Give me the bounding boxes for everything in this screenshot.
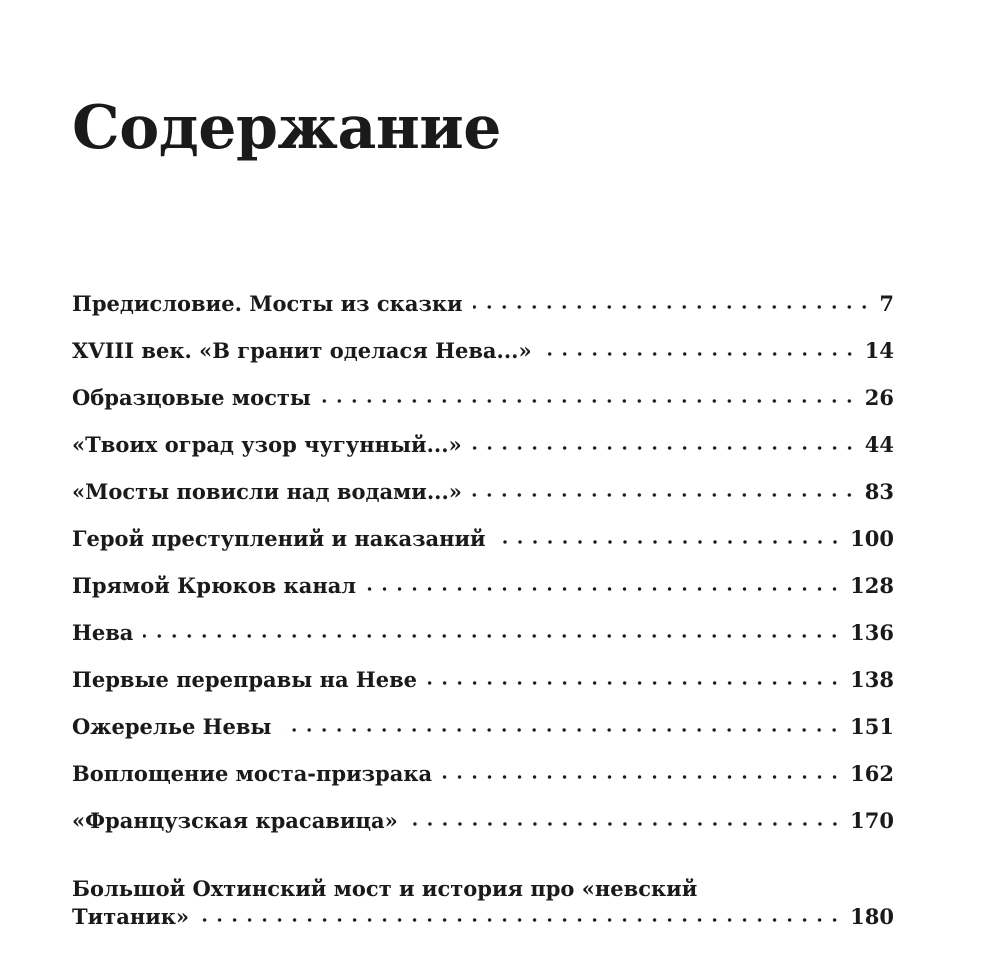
toc-entry-line-1 [72, 875, 894, 902]
dot-leader [408, 820, 842, 828]
toc-entry-title: «Мосты повисли над водами...» [72, 478, 462, 504]
toc-entry[interactable] [72, 458, 894, 505]
toc-entry-title: Герой преступлений и наказаний [72, 525, 486, 551]
toc-entry-page: 100 [850, 525, 894, 551]
toc-entry-title: XVIII век. «В гранит оделася Нева...» [72, 337, 532, 363]
table-of-contents [72, 270, 894, 930]
toc-entry-title-continued: Титаник» [72, 903, 190, 929]
toc-entry-page: 7 [879, 290, 894, 316]
dot-leader [366, 585, 842, 593]
toc-entry-page: 26 [864, 384, 894, 410]
toc-entry[interactable] [72, 270, 894, 317]
toc-entry-title: Первые переправы на Неве [72, 666, 418, 692]
toc-entry-page: 14 [864, 337, 894, 363]
toc-entry-line-2 [72, 903, 894, 930]
toc-entry-title: Большой Охтинский мост и история про «невский [72, 876, 698, 902]
toc-entry[interactable] [72, 317, 894, 364]
toc-entry[interactable] [72, 599, 894, 646]
toc-entry-title: Нева [72, 619, 134, 645]
dot-leader [472, 444, 857, 452]
toc-entry[interactable] [72, 787, 894, 834]
toc-entry[interactable] [72, 552, 894, 599]
toc-entry-title: Прямой Крюков канал [72, 572, 357, 598]
toc-entry-page: 170 [850, 807, 894, 833]
dot-leader [427, 679, 842, 687]
toc-entry-page: 151 [850, 713, 894, 739]
dot-leader [442, 773, 842, 781]
toc-entry-page: 138 [850, 666, 894, 692]
toc-entry[interactable] [72, 693, 894, 740]
toc-entry[interactable] [72, 505, 894, 552]
toc-entry-title: Воплощение моста-призрака [72, 760, 433, 786]
toc-entry[interactable] [72, 840, 894, 930]
toc-entry-page: 136 [850, 619, 894, 645]
toc-entry-page: 83 [864, 478, 894, 504]
dot-leader [542, 350, 857, 358]
toc-entry-title: «Французская красавица» [72, 807, 398, 833]
dot-leader [199, 916, 842, 924]
toc-entry-title: Предисловие. Мосты из сказки [72, 290, 463, 316]
toc-entry-page: 128 [850, 572, 894, 598]
toc-entry-page: 44 [864, 431, 894, 457]
toc-entry[interactable] [72, 411, 894, 458]
page-title: Содержание [72, 93, 501, 163]
toc-entry-title: Ожерелье Невы [72, 713, 272, 739]
toc-entry[interactable] [72, 364, 894, 411]
toc-entry-title: Образцовые мосты [72, 384, 311, 410]
dot-leader [143, 632, 842, 640]
toc-entry[interactable] [72, 646, 894, 693]
dot-leader [281, 726, 842, 734]
dot-leader [473, 303, 872, 311]
dot-leader [321, 397, 857, 405]
dot-leader [472, 491, 857, 499]
toc-entry-page: 180 [850, 903, 894, 929]
toc-entry-title: «Твоих оград узор чугунный...» [72, 431, 462, 457]
dot-leader [496, 538, 843, 546]
toc-entry-page: 162 [850, 760, 894, 786]
toc-entry[interactable] [72, 740, 894, 787]
